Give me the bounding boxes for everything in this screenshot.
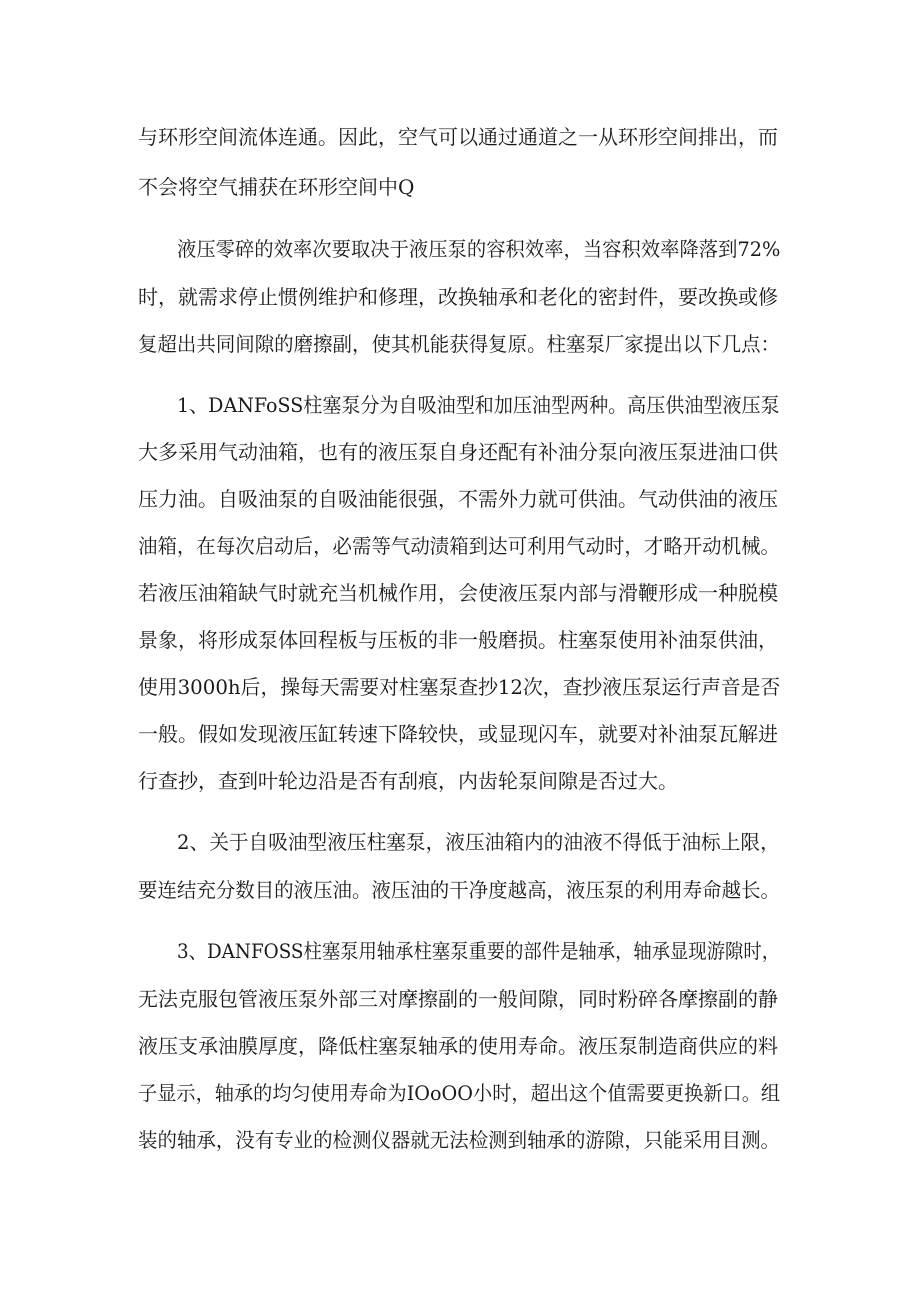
text-line: 要连结充分数目的液压油。液压油的干净度越高，液压泵的利用寿命越长。 [138, 878, 780, 902]
text-line: 子显示，轴承的均匀使用寿命为IOoOO小时，超出这个值需要更换新口。组 [138, 1081, 781, 1105]
text-line: 不会将空气捕获在环形空间中Q [138, 175, 415, 199]
text-line: 装的轴承，没有专业的检测仪器就无法检测到轴承的游隙，只能采用目测。 [138, 1128, 780, 1152]
text-line: 压力油。自吸油泵的自吸油能很强，不需外力就可供油。气动供油的液压 [138, 487, 778, 511]
text-line: 行查抄，查到叶轮边沿是否有刮痕，内齿轮泵间隙是否过大。 [138, 769, 678, 793]
text-line: 复超出共同间隙的磨擦副，使其机能获得复原。柱塞泵厂家提出以下几点： [138, 332, 780, 356]
text-line: 与环形空间流体连通。因此，空气可以通过通道之一从环形空间排出，而 [138, 125, 778, 149]
text-line: 液压支承油膜厚度，降低柱塞泵轴承的使用寿命。液压泵制造商供应的料 [138, 1034, 778, 1058]
text-line: 大多采用气动油箱，也有的液压泵自身还配有补油分泵向液压泵进油口供 [138, 440, 778, 464]
text-line: 时，就需求停止惯例维护和修理，改换轴承和老化的密封件，要改换或修 [138, 285, 778, 309]
text-line: 一般。假如发现液压缸转速下降较快，或显现闪车，就要对补油泵瓦解进 [138, 722, 778, 746]
text-line: 若液压油箱缺气时就充当机械作用，会使液压泵内部与滑鞭形成一种脱模 [138, 581, 778, 605]
text-line: 1、DANFoSS柱塞泵分为自吸油型和加压油型两种。高压供油型液压泵 [177, 393, 780, 417]
text-line: 液压零碎的效率次要取决于液压泵的容积效率，当容积效率降落到72% [177, 237, 781, 261]
text-line: 使用3000h后，操每天需要对柱塞泵查抄12次，查抄液压泵运行声音是否 [138, 675, 781, 699]
text-line: 无法克服包管液压泵外部三对摩擦副的一般间隙，同时粉碎各摩擦副的静 [138, 987, 778, 1011]
text-line: 3、DANFOSS柱塞泵用轴承柱塞泵重要的部件是轴承，轴承显现游隙时， [177, 939, 781, 963]
text-line: 油箱，在每次启动后，必需等气动渍箱到达可利用气动时，才略开动机械。 [138, 534, 780, 558]
text-line: 景象，将形成泵体回程板与压板的非一般磨损。柱塞泵使用补油泵供油， [138, 628, 778, 652]
text-line: 2、关于自吸油型液压柱塞泵，液压油箱内的油液不得低于油标上限， [177, 830, 780, 854]
